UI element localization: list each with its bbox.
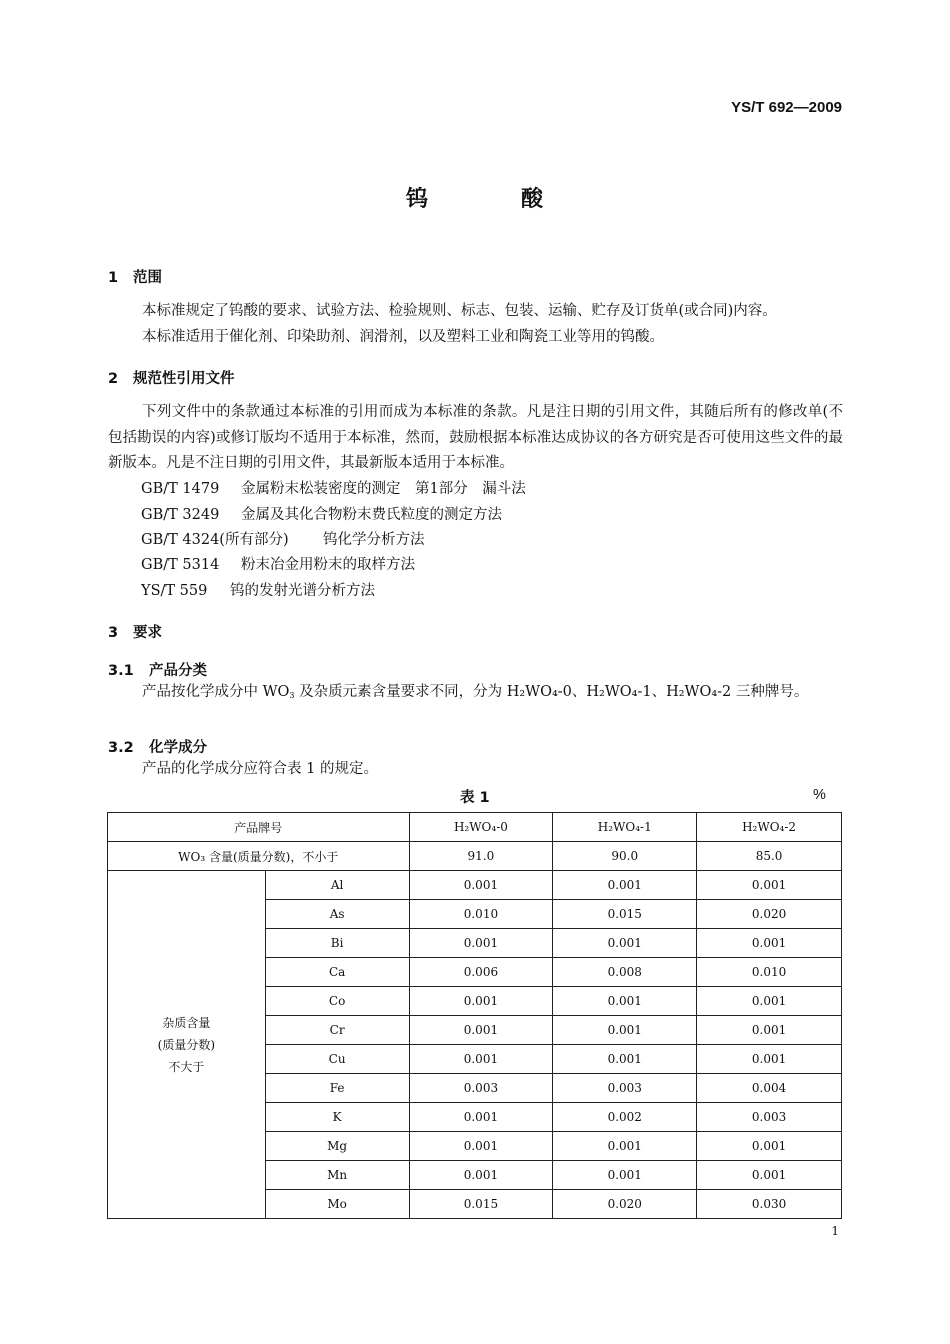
subsection-title: 产品分类 <box>149 663 207 679</box>
table-1 <box>107 812 842 1219</box>
table-cell: 0.010 <box>409 900 553 929</box>
impurity-label-line: (质量分数) <box>157 1037 216 1052</box>
table-caption: 表 1 <box>460 790 490 806</box>
element-cell: Cr <box>265 1016 409 1045</box>
section-number: 2 <box>108 371 119 387</box>
element-cell: Al <box>265 871 409 900</box>
table-cell: 0.001 <box>409 1103 553 1132</box>
reference-code: GB/T 4324(所有部分) <box>141 532 289 548</box>
table-cell: 0.001 <box>553 1132 697 1161</box>
text-part: 三种牌号。 <box>731 684 809 700</box>
table-cell: 0.001 <box>553 1016 697 1045</box>
reference-title: 金属粉末松装密度的测定 第1部分 漏斗法 <box>241 481 526 497</box>
table-cell: 0.008 <box>553 958 697 987</box>
subsection-3-1-text <box>108 680 843 709</box>
table-cell: 0.001 <box>553 1161 697 1190</box>
table-cell: 0.001 <box>553 871 697 900</box>
table-cell: 0.001 <box>409 1016 553 1045</box>
table-cell: 0.006 <box>409 958 553 987</box>
reference-title: 粉末冶金用粉末的取样方法 <box>241 557 415 573</box>
section-title: 规范性引用文件 <box>133 371 235 387</box>
table-cell: 0.001 <box>697 1132 842 1161</box>
section-1-heading <box>108 266 162 287</box>
reference-title: 钨化学分析方法 <box>323 532 425 548</box>
table-cell: 91.0 <box>409 842 553 871</box>
table-cell: 0.001 <box>697 871 842 900</box>
section-number: 3 <box>108 625 119 641</box>
table-unit: % <box>813 787 826 803</box>
table-cell: 0.002 <box>553 1103 697 1132</box>
grade-header: H₂WO₄-0 <box>409 813 553 842</box>
table-cell: 0.001 <box>697 1016 842 1045</box>
table-cell: 90.0 <box>553 842 697 871</box>
text-part: 产品按化学成分中 WO <box>142 684 290 700</box>
table-cell: 0.001 <box>697 929 842 958</box>
table-cell: 0.003 <box>553 1074 697 1103</box>
section-1-paragraph-2: 本标准适用于催化剂、印染助剂、润滑剂，以及塑料工业和陶瓷工业等用的钨酸。 <box>142 329 664 345</box>
title-char-2: 酸 <box>521 186 545 212</box>
section-3-heading <box>108 621 162 642</box>
element-cell: Mg <box>265 1132 409 1161</box>
element-cell: Ca <box>265 958 409 987</box>
table-cell: 0.001 <box>553 987 697 1016</box>
table-cell: 0.020 <box>697 900 842 929</box>
subsection-number: 3.2 <box>108 740 134 756</box>
table-cell: 0.001 <box>409 929 553 958</box>
table-cell: 0.020 <box>553 1190 697 1219</box>
section-2-intro: 下列文件中的条款通过本标准的引用而成为本标准的条款。凡是注日期的引用文件，其随后所有的修改单(不包括勘误的内容)或修订版均不适用于本标准，然而，鼓励根据本标准达成协议的各方研究是否可使用这些文件的最新版本。凡是不注日期的引用文件，其最新版本适用于本标准。 <box>108 404 843 471</box>
table-cell: 0.015 <box>409 1190 553 1219</box>
standard-code: YS/T 692—2009 <box>731 99 842 116</box>
element-cell: Cu <box>265 1045 409 1074</box>
reference-code: GB/T 5314 <box>141 557 220 573</box>
grade-header: H₂WO₄-2 <box>697 813 842 842</box>
table-cell: 0.001 <box>697 987 842 1016</box>
table-header-row <box>108 813 842 842</box>
table-cell: 0.001 <box>409 987 553 1016</box>
reference-code: GB/T 3249 <box>141 507 220 523</box>
subsection-3-2-heading <box>108 736 207 757</box>
grades-list: H₂WO₄-0、H₂WO₄-1、H₂WO₄-2 <box>506 684 732 700</box>
title-char-1: 钨 <box>405 186 429 212</box>
section-number: 1 <box>108 270 119 286</box>
table-header-label: 产品牌号 <box>108 813 410 842</box>
section-title: 范围 <box>133 270 162 286</box>
table-cell: 0.001 <box>697 1045 842 1074</box>
element-cell: As <box>265 900 409 929</box>
reference-code: GB/T 1479 <box>141 481 220 497</box>
grade-header: H₂WO₄-1 <box>553 813 697 842</box>
reference-title: 金属及其化合物粉末费氏粒度的测定方法 <box>241 507 502 523</box>
text-part: 及杂质元素含量要求不同，分为 <box>294 684 507 700</box>
element-cell: Co <box>265 987 409 1016</box>
table-cell: 85.0 <box>697 842 842 871</box>
reference-title: 钨的发射光谱分析方法 <box>230 583 375 599</box>
subsection-title: 化学成分 <box>149 740 207 756</box>
reference-item <box>141 503 502 524</box>
table-cell: 0.001 <box>409 1161 553 1190</box>
table-row <box>108 871 842 900</box>
table-cell: 0.003 <box>697 1103 842 1132</box>
element-cell: Bi <box>265 929 409 958</box>
document-title <box>0 182 950 213</box>
element-cell: Mo <box>265 1190 409 1219</box>
reference-item <box>141 477 526 498</box>
table-cell: 0.001 <box>409 1132 553 1161</box>
table-cell: 0.001 <box>553 1045 697 1074</box>
reference-item <box>141 553 415 574</box>
table-cell: 0.003 <box>409 1074 553 1103</box>
element-cell: Fe <box>265 1074 409 1103</box>
impurity-label <box>108 871 266 1219</box>
element-cell: Mn <box>265 1161 409 1190</box>
table-cell: 0.001 <box>553 929 697 958</box>
table-cell: 0.001 <box>409 1045 553 1074</box>
table-cell: 0.030 <box>697 1190 842 1219</box>
reference-item <box>141 579 375 600</box>
table-cell: 0.001 <box>409 871 553 900</box>
impurity-label-line: 不大于 <box>168 1059 205 1074</box>
subscript: 3 <box>289 691 295 700</box>
element-cell: K <box>265 1103 409 1132</box>
table-cell: 0.015 <box>553 900 697 929</box>
reference-item <box>141 528 425 549</box>
wo3-label: WO₃ 含量(质量分数)，不小于 <box>108 842 410 871</box>
subsection-number: 3.1 <box>108 663 134 679</box>
table-cell: 0.001 <box>697 1161 842 1190</box>
table-cell: 0.004 <box>697 1074 842 1103</box>
page-number: 1 <box>831 1224 839 1238</box>
section-title: 要求 <box>133 625 162 641</box>
subsection-3-1-heading <box>108 659 207 680</box>
subsection-3-2-text: 产品的化学成分应符合表 1 的规定。 <box>142 761 378 777</box>
impurity-label-line: 杂质含量 <box>162 1015 211 1030</box>
table-cell: 0.010 <box>697 958 842 987</box>
reference-code: YS/T 559 <box>141 583 208 599</box>
wo3-row <box>108 842 842 871</box>
section-1-paragraph-1: 本标准规定了钨酸的要求、试验方法、检验规则、标志、包装、运输、贮存及订货单(或合同)内容。 <box>142 303 777 319</box>
section-2-heading <box>108 367 235 388</box>
